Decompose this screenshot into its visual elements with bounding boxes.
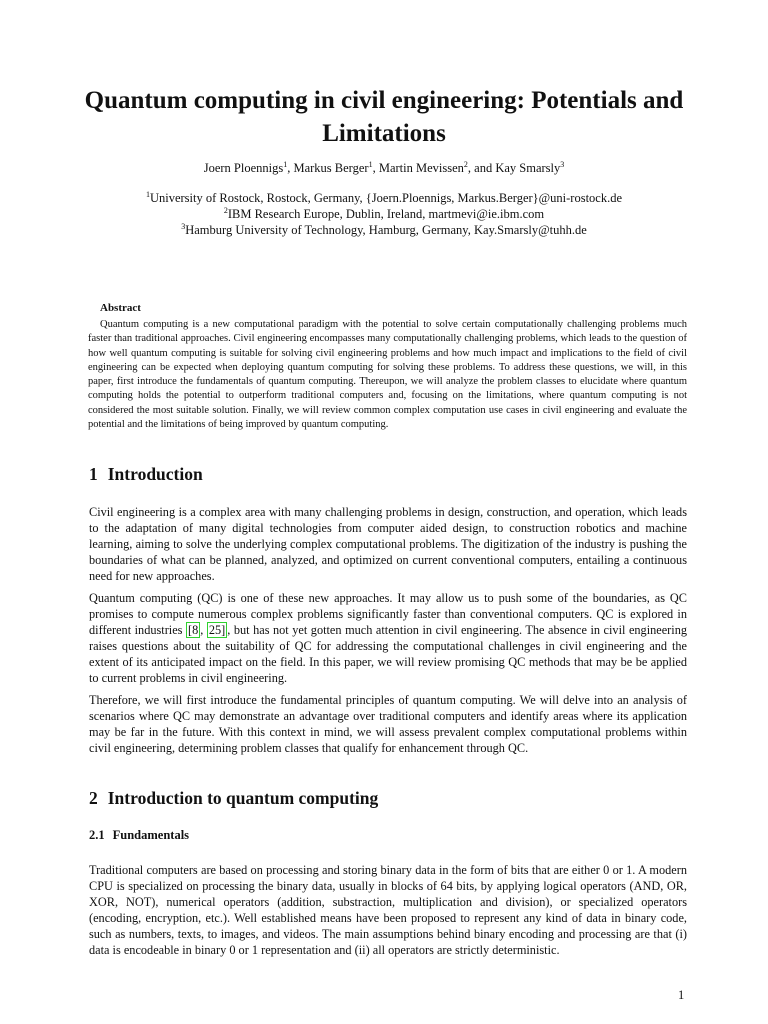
subsection-number: 2.1 (89, 828, 105, 842)
intro-paragraph-1: Civil engineering is a complex area with many challenging problems in design, construction, and operation, which leads to the adaptation of many digital technologies from computer aided design, to construction robotics and machine learning, aiming to solve the underlying complex computational problems. The digitization of the industry is pushing the boundaries of what can be planned, analyzed, and optimized on current conventional computers, entailing a continuous need for new approaches. (89, 505, 687, 584)
intro-paragraph-2 (89, 590, 687, 687)
affiliation-mark: 2 (463, 159, 468, 169)
paper-title: Quantum computing in civil engineering: Potentials and Limitations (84, 87, 684, 147)
author-name: Joern Ploennigs (203, 161, 284, 175)
section-heading-introduction (89, 463, 203, 485)
citation-link[interactable]: [8 (187, 623, 199, 638)
affiliation-text: University of Rostock, Rostock, Germany, {Joern.Ploennigs, Markus.Berger}@uni-rostock.de (149, 191, 623, 205)
author-name: Markus Berger (293, 161, 369, 175)
affiliation-line (60, 190, 708, 206)
subsection-heading-fundamentals (89, 827, 189, 843)
citation-link[interactable]: 25] (208, 623, 226, 638)
section-heading-quantum-computing (89, 787, 378, 809)
affiliation-mark: 1 (368, 159, 373, 169)
affiliation-mark: 3 (181, 221, 186, 231)
author-name: Martin Mevissen (378, 161, 464, 175)
affiliation-text: IBM Research Europe, Dublin, Ireland, martmevi@ie.ibm.com (227, 207, 545, 221)
section-title: Introduction (107, 464, 203, 484)
author-list (60, 160, 708, 176)
section-title: Introduction to quantum computing (107, 788, 379, 808)
affiliation-text: Hamburg University of Technology, Hamburg, Germany, Kay.Smarsly@tuhh.de (185, 223, 587, 237)
paragraph-text: Quantum computing (QC) is one of these new approaches. It may allow us to push some of the boundaries, as QC promises to compute numerous complex problems significantly faster than conventional computers. QC is explored in different industries (89, 591, 687, 638)
affiliation-mark: 2 (223, 205, 228, 215)
fundamentals-paragraph: Traditional computers are based on processing and storing binary data in the form of bits that are either 0 or 1. A modern CPU is specialized on processing the binary data, usually in blocks of 64 bits, by applying logical operators (AND, OR, XOR, NOT), numerical operators (addition, substraction, multiplication and division), or specialized operators (encoding, encryption, etc.). Well established means have been proposed to represent any kind of data in binary code, such as numbers, texts, to images, and videos. The main assumptions behind binary encoding and processing are that (i) data is encodeable in binary 0 or 1 representation and (ii) all operators are strictly deterministic. (89, 863, 687, 958)
paragraph-text: , but has not yet gotten much attention in civil engineering. The absence in civil engineering raises questions about the suitability of QC for addressing the computational challenges in civil engineering and the extent of its anticipated impact on the field. In this paper, we will review promising QC methods that may be be applied to current problems in civil engineering. (89, 623, 687, 686)
abstract-text: Quantum computing is a new computational paradigm with the potential to solve certain computationally challenging problems much faster than traditional approaches. Civil engineering encompasses many computationally challenging problems, which leads to the question of how well quantum computing is suitable for solving civil engineering problems and how much impact and implications to the field of civil engineering can be expected when deploying quantum computing for solving these problems. To address these questions, we will, in this paper, first introduce the fundamentals of quantum computing. Thereupon, we will analyze the problem classes to elucidate where quantum computing holds the potential to outperform traditional computers and, focusing on the limitations, where quantum computing is not considered the most suitable solution. Finally, we will review common complex computation use cases in civil engineering and evaluate the potential and the limitations of being improved by quantum computing. (88, 319, 687, 431)
affiliation-line (60, 222, 708, 238)
author-separator: , (372, 161, 379, 175)
section-number: 1 (89, 464, 98, 484)
section-number: 2 (89, 788, 98, 808)
affiliation-mark: 3 (560, 159, 565, 169)
author-separator: , and (467, 161, 496, 175)
affiliation-list (60, 190, 708, 238)
citation-separator: , (200, 623, 207, 638)
abstract-heading: Abstract (100, 302, 141, 314)
intro-paragraph-3: Therefore, we will first introduce the fundamental principles of quantum computing. We will delve into an analysis of scenarios where QC may demonstrate an advantage over traditional computers and identify areas where its application may be far in the future. With this context in mind, we will assess prevalent complex computational problems within civil engineering, determining problem classes that qualify for enhancement through QC. (89, 693, 687, 756)
affiliation-mark: 1 (145, 189, 150, 199)
author-separator: , (287, 161, 294, 175)
author-name: Kay Smarsly (495, 161, 561, 175)
affiliation-line (60, 206, 708, 222)
page-number: 1 (678, 988, 685, 1002)
affiliation-mark: 1 (283, 159, 288, 169)
subsection-title: Fundamentals (112, 828, 190, 842)
